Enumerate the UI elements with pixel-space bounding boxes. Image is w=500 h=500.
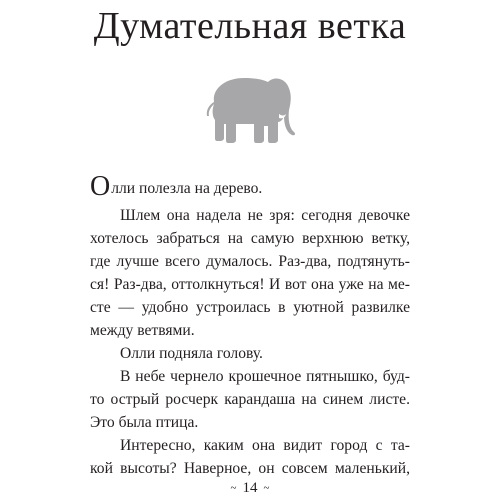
paragraph-2-line-4: ся! Раз-два, оттолкнуться! И вот она уже на ме-: [90, 276, 410, 293]
body-text: [90, 171, 410, 480]
ornament-left: ~: [230, 482, 237, 494]
paragraph-5-line-1: Интересно, каким она видит город с та-: [120, 437, 410, 454]
paragraph-4-line-3: Это была птица.: [90, 414, 199, 431]
paragraph-2-line-1: Шлем она надела не зря: сегодня девочке: [120, 207, 410, 224]
ornament-right: ~: [263, 482, 270, 494]
paragraph-2-line-6: между ветвями.: [90, 322, 195, 339]
paragraph-5-line-2: кой высоты? Наверное, он совсем маленький,: [90, 460, 410, 477]
paragraph-1-line-1: [90, 171, 410, 204]
chapter-title: Думательная ветка: [93, 5, 407, 47]
paragraph-1-text: лли полезла на дерево.: [111, 180, 263, 197]
paragraph-2-line-3: где лучше всего думалось. Раз-два, подтянуть-: [90, 253, 410, 270]
paragraph-2-line-2: хотелось забраться на самую верхнюю ветку,: [90, 230, 410, 247]
page-number: [0, 480, 500, 497]
paragraph-3-line-1: Олли подняла голову.: [120, 345, 263, 362]
paragraph-4-line-2: то острый росчерк карандаша на синем листе.: [90, 391, 410, 408]
drop-cap: О: [90, 171, 111, 202]
paragraph-2-line-5: сте — удобно устроилась в уютной развилке: [90, 299, 410, 316]
elephant-icon: [200, 66, 300, 146]
paragraph-4-line-1: В небе чернело крошечное пятнышко, буд-: [120, 368, 410, 385]
page-number-value: 14: [242, 480, 258, 496]
